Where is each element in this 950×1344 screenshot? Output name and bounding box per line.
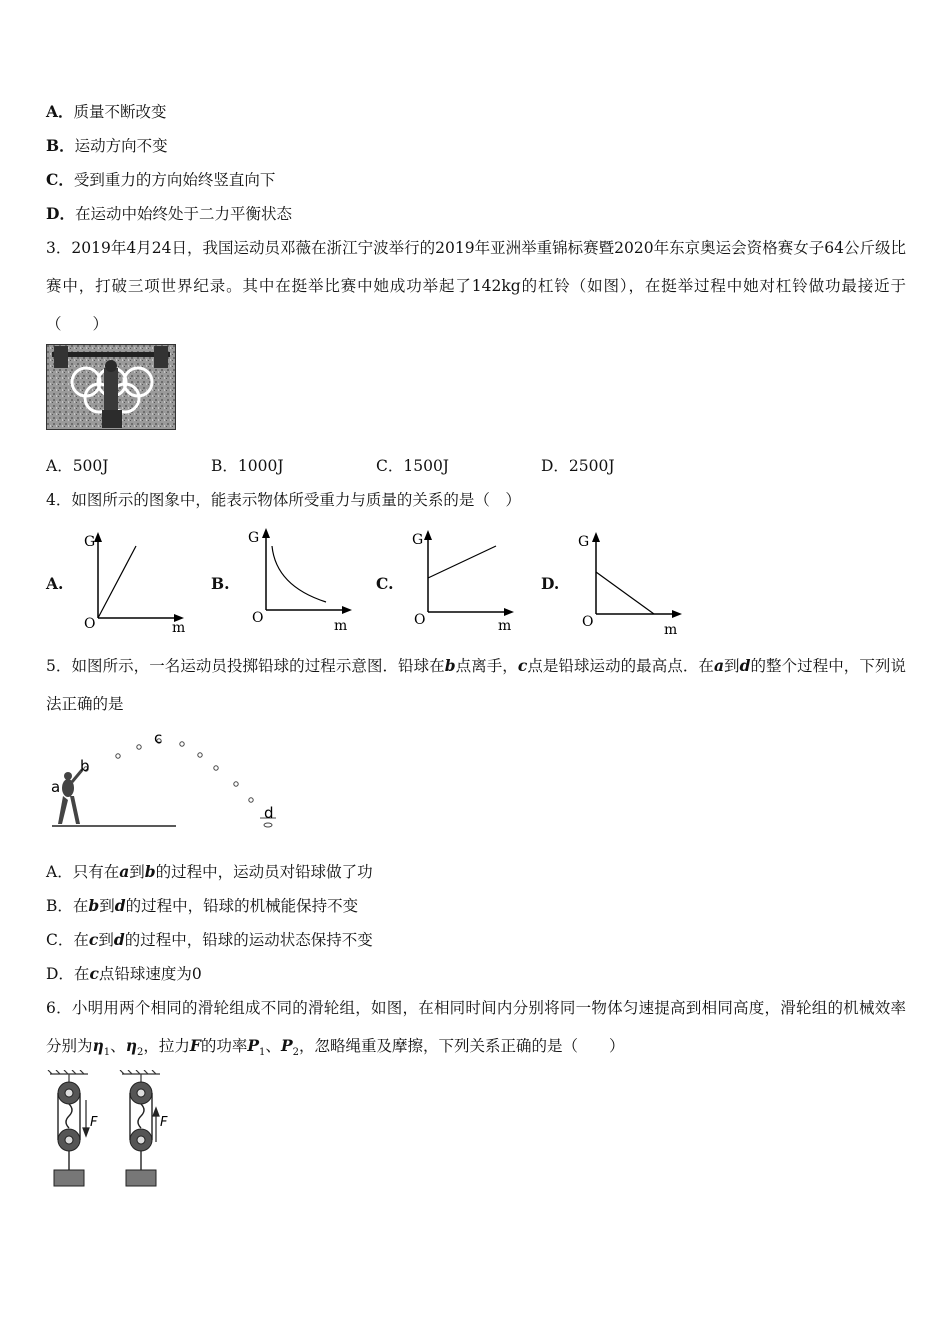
q4-graph-b [246, 524, 356, 634]
q2-option-d: D．在运动中始终处于二力平衡状态 [46, 204, 292, 223]
q4-graph-b-label: B. [211, 574, 230, 593]
q4-graph-b-origin: O [252, 610, 264, 626]
shot-put-point-a: a [51, 778, 61, 796]
q5-option-d: D．在c点铅球速度为0 [46, 964, 202, 983]
weightlifter-image [46, 344, 176, 430]
q4-graph-d [576, 528, 686, 638]
q3-option-d: D．2500J [541, 457, 615, 475]
q5-option-a: A．只有在a到b的过程中，运动员对铅球做了功 [46, 862, 373, 881]
q4-graph-a-xlabel: m [172, 620, 186, 636]
shot-put-point-d: d [264, 804, 274, 822]
q3-option-c: C．1500J [376, 457, 450, 475]
shot-put-point-b: b [80, 757, 90, 775]
q4-stem: 4．如图所示的图象中，能表示物体所受重力与质量的关系的是（ ） [46, 491, 521, 509]
q4-graph-d-ylabel: G [578, 534, 590, 550]
shot-put-figure [46, 726, 286, 834]
q4-graph-a-label: A. [46, 574, 64, 593]
q5-stem: 5．如图所示，一名运动员投掷铅球的过程示意图．铅球在b点离手，c点是铅球运动的最高点．在a到d的整个过程中，下列说法正确的是 [46, 656, 906, 713]
q4-graph-c-ylabel: G [412, 532, 424, 548]
shot-put-point-c: c [154, 729, 163, 747]
q3-option-a: A．500J [46, 457, 109, 475]
q6-stem: 6．小明用两个相同的滑轮组成不同的滑轮组，如图，在相同时间内分别将同一物体匀速提高到相同高度，滑轮组的机械效率分别为$\eta_1$、$\eta_2$，拉力F的功率$P_1$、$P_2$，忽略绳重及摩擦，下列关系正确的是（ ） [46, 999, 906, 1059]
q4-graph-a-origin: O [84, 616, 96, 632]
pulley-system-2 [116, 1070, 186, 1198]
q4-graph-b-ylabel: G [248, 530, 260, 546]
q3-stem: 3．2019年4月24日，我国运动员邓薇在浙江宁波举行的2019年亚洲举重锦标赛暨2020年东京奥运会资格赛女子64公斤级比赛中，打破三项世界纪录。其中在挺举比赛中她成功举起了142kg的杠铃（如图），在挺举过程中她对杠铃做功最接近于（ ） [46, 239, 906, 333]
q4-graph-a [78, 528, 188, 638]
q4-graph-a-ylabel: G [84, 534, 96, 550]
pulley-system-1 [44, 1070, 114, 1198]
q4-graph-d-origin: O [582, 614, 594, 630]
q4-graph-c-xlabel: m [498, 618, 512, 634]
q4-graph-c-label: C. [376, 574, 394, 593]
q2-option-a: A．质量不断改变 [46, 102, 167, 121]
q2-option-c: C．受到重力的方向始终竖直向下 [46, 170, 276, 189]
q3-option-b: B．1000J [211, 457, 284, 475]
q4-graph-c [408, 526, 518, 636]
pulley-1-force-label: F [90, 1115, 98, 1130]
pulley-2-force-label: F [160, 1115, 168, 1130]
q5-option-c: C．在c到d的过程中，铅球的运动状态保持不变 [46, 930, 373, 949]
q5-option-b: B．在b到d的过程中，铅球的机械能保持不变 [46, 896, 359, 915]
q4-graph-d-label: D. [541, 574, 560, 593]
q2-option-b: B．运动方向不变 [46, 136, 168, 155]
q4-graph-c-origin: O [414, 612, 426, 628]
q4-graph-b-xlabel: m [334, 618, 348, 634]
q4-graph-d-xlabel: m [664, 622, 678, 638]
